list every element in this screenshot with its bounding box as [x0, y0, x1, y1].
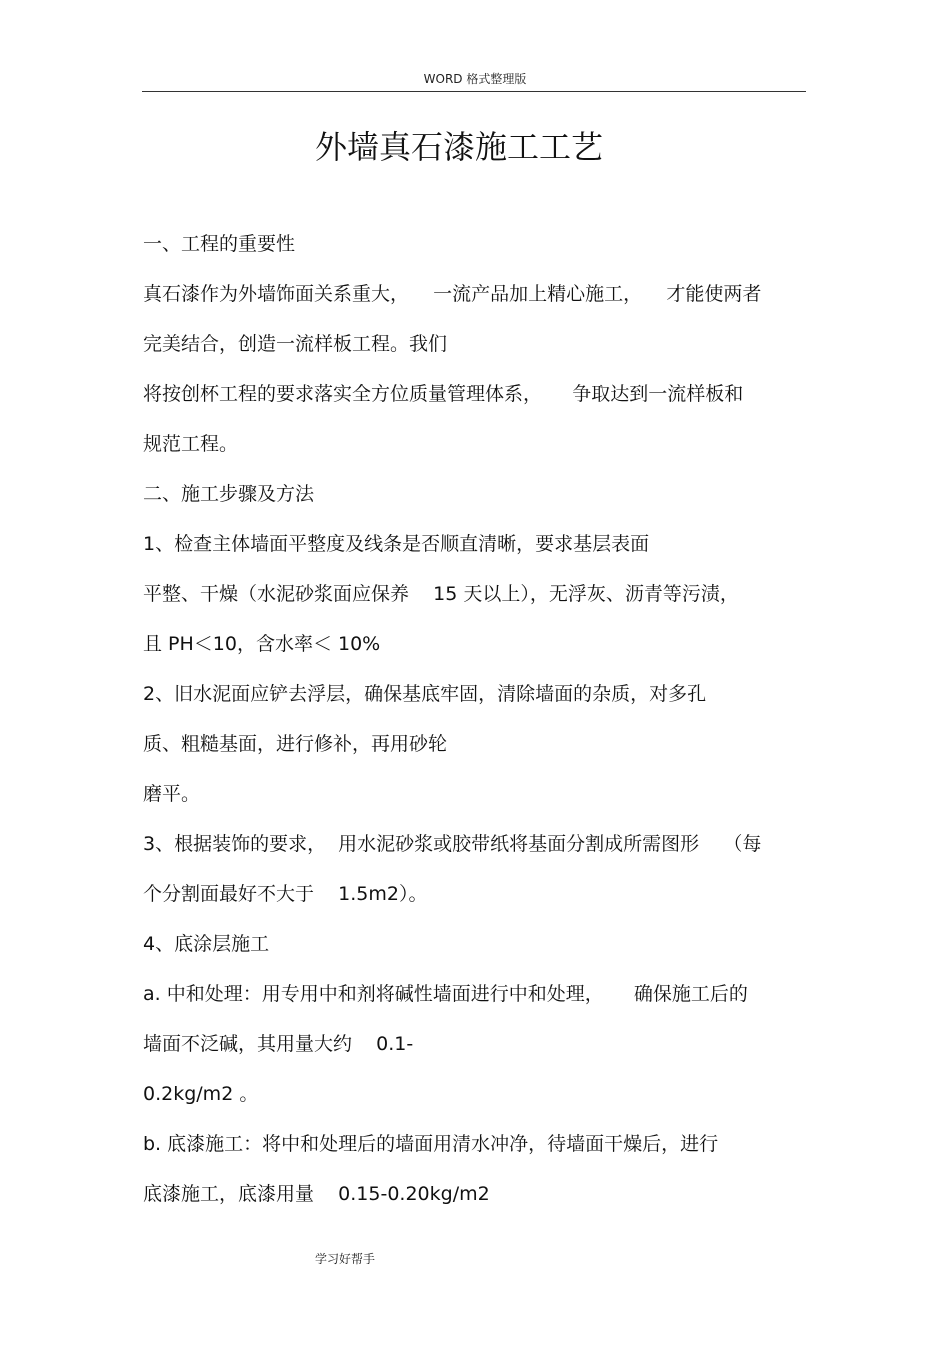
paragraph-line: a. 中和处理：用专用中和剂将碱性墙面进行中和处理， 确保施工后的	[143, 983, 748, 1005]
header-text: WORD 格式整理版	[423, 72, 527, 86]
paragraph-line: 0.2kg/m2 。	[143, 1083, 259, 1105]
paragraph-line: 2、旧水泥面应铲去浮层，确保基底牢固，清除墙面的杂质，对多孔	[143, 683, 707, 705]
paragraph-line: 墙面不泛碱，其用量大约 0.1-	[143, 1033, 414, 1055]
document-title: 外墙真石漆施工工艺	[314, 128, 603, 166]
paragraph-line: 平整、干燥（水泥砂浆面应保养 15 天以上），无浮灰、沥青等污渍，	[143, 583, 739, 605]
section-heading: 二、施工步骤及方法	[143, 483, 315, 505]
paragraph-line: 完美结合，创造一流样板工程。我们	[143, 333, 448, 355]
paragraph-line: 质、粗糙基面，进行修补，再用砂轮	[143, 733, 448, 755]
page-footer: 学习好帮手	[315, 1252, 376, 1266]
paragraph-line: 且 PH＜10，含水率＜ 10%	[143, 633, 381, 655]
paragraph-line: 底漆施工，底漆用量 0.15-0.20kg/m2	[143, 1183, 490, 1205]
paragraph-line: 3、根据装饰的要求， 用水泥砂浆或胶带纸将基面分割成所需图形 （每	[143, 833, 762, 855]
paragraph-line: 将按创杯工程的要求落实全方位质量管理体系， 争取达到一流样板和	[143, 383, 744, 405]
section-heading: 一、工程的重要性	[143, 233, 296, 255]
paragraph-line: 规范工程。	[143, 433, 239, 455]
paragraph-line: 磨平。	[143, 783, 201, 805]
paragraph-line: 个分割面最好不大于 1.5m2）。	[143, 883, 428, 905]
section-heading: 4、底涂层施工	[143, 933, 270, 955]
paragraph-line: 真石漆作为外墙饰面关系重大， 一流产品加上精心施工， 才能使两者	[143, 283, 762, 305]
paragraph-line: b. 底漆施工：将中和处理后的墙面用清水冲净，待墙面干燥后，进行	[143, 1133, 719, 1155]
header-divider	[142, 91, 806, 92]
paragraph-line: 1、检查主体墙面平整度及线条是否顺直清晰，要求基层表面	[143, 533, 650, 555]
